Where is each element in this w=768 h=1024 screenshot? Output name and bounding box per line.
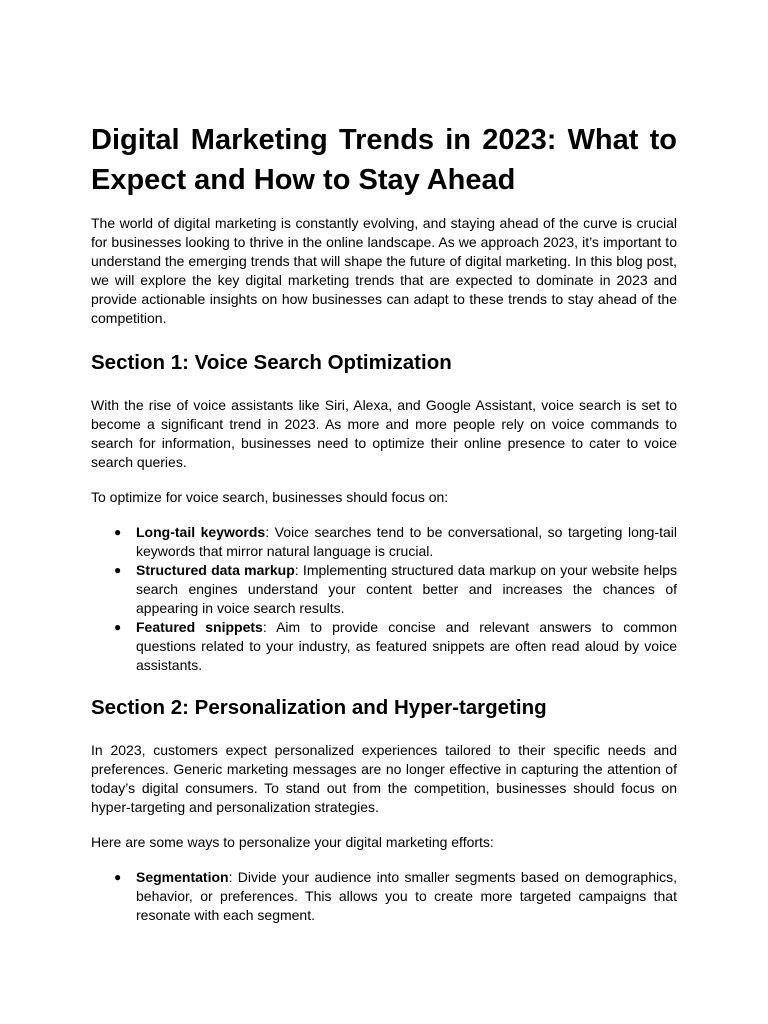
section-1-lead: To optimize for voice search, businesses should focus on: (91, 489, 449, 505)
bullet-icon: ● (114, 525, 122, 539)
section-2-list (91, 868, 677, 925)
section-1-heading: Section 1: Voice Search Optimization (91, 351, 452, 374)
bullet-icon: ● (114, 563, 122, 577)
list-item-text: : Implementing structured data markup on your website helps search engines understand your content better and increases the chances of appearing in voice search results. (136, 562, 677, 616)
list-item-text: : Voice searches tend to be conversational, so targeting long-tail keywords that mirror natural language is crucial. (136, 524, 677, 559)
section-1-list (91, 523, 677, 675)
list-item-term: Featured snippets (136, 619, 263, 635)
page-title: Digital Marketing Trends in 2023: What to Expect and How to Stay Ahead (91, 124, 677, 196)
section-2-paragraph: In 2023, customers expect personalized experiences tailored to their specific needs and preferences. Generic marketing messages are no longer effective in capturing the attention of today’s digital consumers. To stand out from the competition, businesses should focus on hyper-targeting and personalization strategies. (91, 742, 677, 815)
section-2-lead: Here are some ways to personalize your digital marketing efforts: (91, 834, 494, 850)
list-item (91, 561, 677, 618)
list-item-term: Long-tail keywords (136, 524, 266, 540)
section-1-paragraph: With the rise of voice assistants like Siri, Alexa, and Google Assistant, voice search is set to become a significant trend in 2023. As more and more people rely on voice commands to search for information, businesses need to optimize their online presence to cater to voice search queries. (91, 397, 677, 470)
list-item-term: Structured data markup (136, 562, 295, 578)
bullet-icon: ● (114, 870, 122, 884)
intro-paragraph: The world of digital marketing is constantly evolving, and staying ahead of the curve is crucial for businesses looking to thrive in the online landscape. As we approach 2023, it’s important to understand the emerging trends that will shape the future of digital marketing. In this blog post, we will explore the key digital marketing trends that are expected to dominate in 2023 and provide actionable insights on how businesses can adapt to these trends to stay ahead of the competition. (91, 215, 677, 326)
list-item (91, 868, 677, 925)
list-item (91, 523, 677, 561)
section-2-heading: Section 2: Personalization and Hyper-targeting (91, 696, 547, 719)
list-item (91, 618, 677, 675)
bullet-icon: ● (114, 620, 122, 634)
list-item-text: : Divide your audience into smaller segments based on demographics, behavior, or preferences. This allows you to create more targeted campaigns that resonate with each segment. (136, 869, 677, 923)
list-item-text: : Aim to provide concise and relevant answers to common questions related to your industry, as featured snippets are often read aloud by voice assistants. (136, 619, 677, 673)
list-item-term: Segmentation (136, 869, 229, 885)
document-page (91, 120, 677, 945)
